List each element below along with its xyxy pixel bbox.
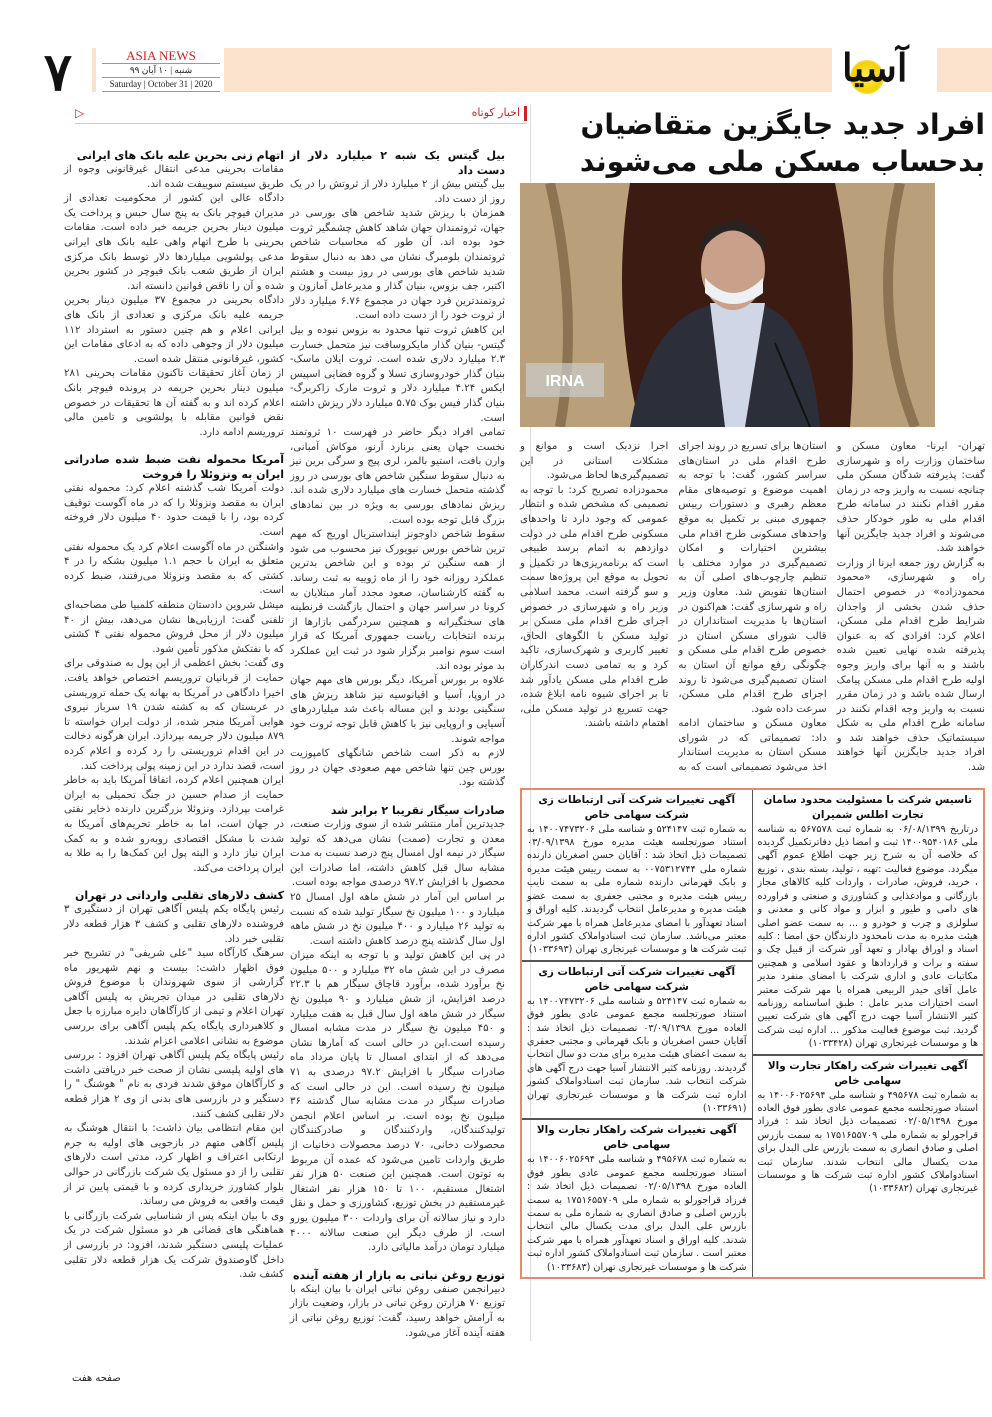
news-paragraph: دادگاه بحرینی در مجموع ۳۷ میلیون دینار بحرین جریمه علیه بانک مرکزی و تعدادی از بانک های ایرانی اعلام و هم چنین دستور به استرداد ۱۱۲ میلیون دلار از وجوهی داده که به ادعای مقامات این کشور، غیرقانونی منتقل شده است.	[64, 295, 284, 365]
article-paragraph: به گزارش روز جمعه ایرنا از وزارت راه و شهرسازی، «محمود محمودزاده» در خصوص احتمال حذف شدن بخشی از واجدان شرایط طرح اقدام ملی مسکن، اعلام کرد: افرادی که به عنوان پذیرفته شده نهایی تعیین شده باشند و به آنها برای واریز وجوه اولیه طرح اقدام ملی مسکن پیامک ارسال شده باشد و در زمان مقرر نسبت به واریز وجه اقدام نکنند در سامانه طرح اقدام ملی به شکل سیستماتیک حذف خواهند شد و افراد جدید جایگزین آنها خواهند شد.	[836, 557, 985, 774]
news-headline: بیل گیتس یک شبه ۲ میلیارد دلار از دست داد	[290, 149, 505, 177]
news-paragraph: بر اساس این آمار در شش ماهه اول امسال ۲۵ میلیارد و ۱۰۰ میلیون نخ سیگار تولید شده که نسبت به تولید ۲۶ میلیارد و ۴۰۰ میلیون نخ در شش ماهه اول سال گذشته پنج درصد کاهش داشته است.	[290, 891, 505, 947]
article-paragraph: معاون مسکن و ساختمان ادامه داد: تصمیماتی که در شورای مسکن استان به مدیریت استاندار اخذ می‌شود تصمیماتی است که به اجرا نزدیک است و موانع و مشکلات استانی در این تصمیم‌گیری‌ها لحاظ می‌شود.	[520, 441, 827, 774]
masthead-box	[92, 48, 220, 92]
logo	[838, 44, 928, 96]
logo-text: آسیا	[842, 45, 908, 90]
ad-title: آگهی تغییرات شرکت راهکار تجارت والا سهامی خاص	[536, 1124, 737, 1152]
ad-body: به شماره ثبت ۴۹۵۶۷۸ و شناسه ملی ۱۴۰۰۶۰۲۵۶۹۴ به استناد صورتجلسه مجمع عمومی عادی بطور فوق العاده مورخ ۰۲/۰۵/۱۳۹۸ تصمیمات ذیل اتخاذ شد : فرزاد قراجورلو به شماره ملی ۱۷۵۱۶۵۵۷۰۹ به سمت بازرس اصلی و صادق انصاری به شماره ملی به سمت بازرس علی البدل برای مدت یکسال مالی انتخاب شدند. کلیه اوراق و اسناد تعهدآور همراه با مهر شرکت معتبر است . سازمان ثبت اسنادواملاک کشور اداره ثبت شرکت ها و موسسات غیرتجاری تهران (۱۰۳۳۶۸۳)	[527, 1154, 747, 1273]
news-paragraph: واشنگتن در ماه آگوست اعلام کرد یک محموله نفتی متعلق به ایران با حجم ۱.۱ میلیون بشکه را در ۴ کشتی که به مقصد ونزوئلا می‌رفتند، ضبط کرده است.	[64, 541, 284, 597]
ad-notice	[522, 960, 752, 1119]
triangle-icon: ▷	[75, 106, 85, 120]
news-paragraph: علاوه بر بورس آمریکا، دیگر بورس های مهم جهان در اروپا، آسیا و اقیانوسیه نیز شاهد ریزش های سنگینی بودند و این مساله باعث شد میلیاردرهای آسیایی و اروپایی نیز با کاهش قابل توجه ثروت خود مواجه شوند.	[290, 675, 505, 745]
ad-title: آگهی تغییرات شرکت آتی ارتباطات زی شرکت سهامی خاص	[538, 793, 736, 821]
page-footer: صفحه هفت	[72, 1373, 121, 1384]
ad-body: به شماره ثبت ۵۲۴۱۴۷ و شناسه ملی ۱۴۰۰۷۴۷۳۲۰۶ به استناد صورتجلسه مجمع عمومی عادی بطور فوق العاده مورخ ۰۳/۰۹/۱۳۹۸ تصمیمات ذیل اتخاذ شد : آقایان حسن اصغریان و بابک قهرمانی و مجتبی جعفری به سمت اعضای هیئت مدیره برای مدت دو سال انتخاب گردیدند. روزنامه کثیر الانتشار آسیا جهت درج آگهی های شرکت انتخاب شد. سازمان ثبت اسنادواملاک کشور اداره ثبت شرکت ها و موسسات غیرتجاری تهران (۱۰۳۳۶۹۱)	[527, 995, 747, 1114]
news-paragraph: دادگاه عالی این کشور از محکومیت تعدادی از مدیران فیوچر بانک به پنج سال حبس و پرداخت یک میلیون دینار بحرین جریمه خبر داده است. مقامات بحرینی با طرح اتهام واهی علیه بانک های ایرانی مدعی پولشویی میلیاردها دلار توسط بانک مرکزی ایران از طریق شعب بانک فیوچر در کشور بحرین شده و آن را ناقض قوانین دانسته اند.	[64, 193, 284, 292]
news-paragraph: ایران همچنین اعلام کرده، اتفاقا آمریکا باید به خاطر حمایت از صدام حسین در جنگ تحمیلی به ایران غرامت بپردازد. ونزوئلا بزرگترین دارنده ذخایر نفتی در جهان است، اما به خاطر تحریم‌های آمریکا به شدت با مشکل اقتصادی روبه‌رو شده و به کمک ایران نیاز دارد و البته پول این کمک‌ها را به طلا به ایران پرداخت می‌کند.	[64, 775, 284, 874]
legal-ads-box	[520, 788, 985, 1279]
date-fa: شنبه | ۱۰ آبان ۹۹	[102, 64, 220, 78]
news-paragraph: مقامات بحرینی مدعی انتقال غیرقانونی وجوه از طریق سیستم سوییفت شده اند.	[64, 164, 284, 190]
ad-body: درتاریخ ۰۶/۰۸/۱۳۹۹ به شماره ثبت ۵۶۷۵۷۸ به شناسه ملی ۱۴۰۰۹۵۴۰۱۸۶ ثبت و امضا ذیل دفاترتکمیل گردیده که خلاصه آن به شرح زیر جهت اطلاع عموم آگهی میگردد. موضوع فعالیت :تهیه ، تولید، بسته بندی ، توزیع ، خرید، فروش، صادرات ، واردات کلیه کالاهای مجاز بازرگانی و موادغذایی و کشاورزی و صنعتی و فراورده های دامی و طیور و ابزار و مواد کانی و معدنی و سلولزی و چرب و خودرو و ... به سمت عضو اصلی هیئت مدیره به مدت نامحدود دارندگان حق امضا : کلیه اسناد و اوراق بهادار و تعهد آور شرکت از قبیل چک و سفته و برات و قراردادها و عقود اسلامی و همچنین مکاتبات عادی و اداری شرکت با امضای منفرد مدیر عامل آقای حیدر الربیعی همراه با مهر شرکت معتبر است اختیارات مدیر عامل : طبق اساسنامه روزنامه کثیر الانتشار آسیا جهت درج آگهی های شرکت تعیین گردید. ثبت موضوع فعالیت مذکور ... اداره ثبت شرکت ها و موسسات غیرتجاری تهران (۱۰۳۳۴۲۸)	[757, 823, 979, 1050]
news-paragraph: رئیس پایگاه یکم پلیس آگاهی تهران افزود : بررسی های اولیه پلیسی نشان از صحت خبر دریافتی داشت و کارآگاهان موفق شدند فردی به نام " هوشنگ " را دستگیر و در بازرسی های بدنی از وی ۲ هزار قطعه دلار تقلبی کشف کنند.	[64, 1050, 284, 1120]
page-number: ۷	[44, 42, 72, 103]
news-paragraph: بیل گیتس بیش از ۲ میلیارد دلار از ثروتش را در یک روز از دست داد.	[290, 179, 505, 205]
news-paragraph: از زمان آغاز تحقیقات تاکنون مقامات بحرینی ۲۸۱ میلیون دینار بحرین جریمه در پرونده فیوچر بانک اعلام کرده اند و به گفته آن ها تحقیقات در خصوص نقض قوانین مقابله با پولشویی و تامین مالی تروریسم ادامه دارد.	[64, 368, 284, 438]
news-paragraph: دولت آمریکا شب گذشته اعلام کرد: محموله نفتی ایران به مقصد ونزوئلا را که در ماه آگوست توقیف کرده بود، را با قیمت حدود ۴۰ میلیون دلار فروخته است.	[64, 483, 284, 539]
ad-notice	[753, 1054, 984, 1277]
news-headline: توزیع روغن نباتی به بازار از هفته آینده	[293, 1268, 505, 1282]
date-en: Saturday | October 31 | 2020	[102, 78, 220, 92]
ads-column-left	[522, 790, 753, 1277]
news-paragraph: همزمان با ریزش شدید شاخص های بورسی در جهان، ثروتمندان جهان شاهد کاهش چشمگیر ثروت خود بوده اند. آن طور که محاسبات شاخص ثروتمندان بلومبرگ نشان می دهد به دنبال سقوط شدید شاخص های بورسی در روز بیست و هشتم اکتبر، جف بزوس، بنیان گذار و مدیرعامل آمازون و ثروتمندترین فرد جهان در مجموع ۶.۷۶ میلیارد دلار از ثروت خود را از دست داده است.	[290, 208, 505, 322]
ad-title: تاسیس شرکت با مسئولیت محدود سامان تجارت اطلس شمیران	[763, 793, 972, 821]
news-paragraph: این مقام انتظامی بیان داشت: با انتقال هوشنگ به پلیس آگاهی متهم در بازجویی های اولیه به جرم ارتکابی اعتراف و اظهار کرد، مدتی است دلارهای تقلبی را از دو مسئول یک شرکت بازرگانی در حوالی بلوار کشاورز خریداری کرده و با قیمتی پایین تر از قیمت واقعی به فروش می رساند.	[64, 1123, 284, 1208]
news-paragraph: لازم به ذکر است شاخص شانگهای کامپوزیت بورس چین تنها شاخص مهم صعودی جهان در روز گذشته بود.	[290, 748, 505, 789]
headline-line: افراد جدید جایگزین متقاضیان	[580, 108, 985, 141]
ad-notice	[522, 1118, 752, 1277]
header-band-right	[937, 48, 992, 92]
ad-body: به شماره ثبت ۵۲۴۱۴۷ و شناسه ملی ۱۴۰۰۷۴۷۳۲۰۶ به استناد صورتجلسه هیئت مدیره مورخ ۰۳/۰۹/۱۳۹۸ تصمیمات ذیل اتخاذ شد : آقایان حسن اصغریان دارنده شماره ملی ۰۰۷۵۳۱۲۷۴۴ به سمت رییس هیئت مدیره و بابک قهرمانی دارنده شماره ملی به سمت نایب رییس هیئت مدیره و مجتبی جعفری به سمت عضو هیئت مدیره و مدیرعامل انتخاب گردیدند. کلیه اوراق و اسناد تعهدآور با امضای مدیرعامل همراه با مهر شرکت معتبر می‌باشد. سازمان ثبت اسنادواملاک کشور اداره ثبت شرکت ها و موسسات غیرتجاری تهران (۱۰۳۳۶۹۳)	[527, 823, 747, 956]
brand-en: ASIA NEWS	[102, 48, 220, 64]
news-paragraph: میشل شروین دادستان منطقه کلمبیا طی مصاحبه‌ای تلفنی گفت: ارزیابی‌ها نشان می‌دهد، بیش از ۴۰ میلیون دلار از محل فروش محموله نفتی ۴ کشتی که با نفتکش مذکور تأمین شود.	[64, 600, 285, 655]
main-article-body	[520, 440, 985, 776]
news-paragraph: این کاهش ثروت تنها محدود به بزوس نبوده و بیل گیتس- بنیان گذار مایکروسافت نیز متحمل خسارت ۲.۳ میلیارد دلاری شده است. ثروت ایلان ماسک- بنیان گذار خودروسازی تسلا و گروه فضایی اسپیس ایکس ۴.۲۴ میلیارد دلار و ثروت مارک زاکربرگ- بنیان گذار فیس بوک ۵.۷۵ میلیارد دلار ریزش داشته است.	[290, 324, 506, 424]
headline-line: بدحساب مسکن ملی می‌شوند	[579, 145, 985, 178]
news-paragraph: سرهنگ کارآگاه سید "علی شریفی" در تشریح خبر فوق اظهار داشت: بیست و نهم شهریور ماه گزارشی از سوی شهروندان با موضوع فروش دلارهای تقلبی در میدان تجریش به پلیس آگاهی تهران اعلام و تیمی از کارآگاهان دایره مبارزه با جعل و کلاهبرداری پایگاه یکم پلیس آگاهی برای بررسی موضوع به نشانی اعلامی اعزام شدند.	[64, 948, 284, 1047]
news-headline: اتهام زنی بحرین علیه بانک های ایرانی	[76, 149, 284, 162]
header-band	[224, 48, 832, 92]
news-paragraph: وی گفت: بخش اعظمی از این پول به صندوقی برای حمایت از قربانیان تروریسم اختصاص خواهد یافت. اخیرا دادگاهی در آمریکا به بهانه یک حمله تروریستی در عربستان که به کشته شدن ۱۹ سرباز نیروی هوایی آمریکا منجر شده، از دولت ایران خواسته تا ۸۷۹ میلیون دلار جریمه بپردازد. ایران هرگونه دخالت در این اقدام تروریستی را رد کرده و اعلام کرده است، قصد ندارد در این زمینه پولی پرداخت کند.	[64, 658, 284, 772]
section-label	[75, 104, 527, 124]
section-bar	[524, 106, 527, 121]
lower-right-region	[520, 440, 985, 1279]
section-title: اخبار کوتاه	[471, 106, 520, 119]
photo-image	[520, 183, 935, 427]
photo-watermark: IRNA	[545, 373, 585, 390]
news-column-right	[290, 148, 505, 1341]
news-headline: صادرات سیگار تقریبا ۲ برابر شد	[330, 803, 505, 817]
ad-title: آگهی تغییرات شرکت راهکار تجارت والا سهامی خاص	[767, 1059, 968, 1087]
news-paragraph: وی با بیان اینکه پس از شناسایی شرکت بازرگانی با هماهنگی های قضائی هر دو مسئول شرکت در یک عملیات پلیسی دستگیر شدند، افزود: در بازرسی از داخل گاوصندوق شرکت یک هزار قطعه دلار تقلبی کشف شد.	[64, 1210, 284, 1281]
news-paragraph: رئیس پایگاه یکم پلیس آگاهی تهران از دستگیری ۳ فروشنده دلارهای تقلبی و کشف ۳ هزار قطعه دلار تقلبی خبر داد.	[64, 904, 284, 945]
article-photo	[520, 183, 935, 427]
ad-title: آگهی تغییرات شرکت آتی ارتباطات زی شرکت سهامی خاص	[538, 965, 736, 993]
news-column-left	[64, 148, 284, 1283]
main-headline	[540, 106, 985, 180]
news-headline: آمریکا محموله نفت ضبط شده صادراتی ایران به ونزوئلا را فروخت	[64, 453, 284, 482]
news-paragraph: سقوط شاخص داوجونز اینداستریال اوریج که مهم ترین شاخص بورس نیویورک نیز محسوب می شود از همه سنگین تر بوده و این شاخص بدترین عملکرد روزانه خود را از ماه ژوییه به ثبت رساند. به گفته کارشناسان، صعود مجدد آمار مبتلایان به کرونا در سراسر جهان و احتمال بازگشت قرنطینه های سختگیرانه و همچنین سردرگمی بازارها از برنده انتخابات ریاست جمهوری آمریکا که قرار است سوم نوامبر برگزار شود در ثبت این عملکرد بد موثر بوده اند.	[290, 529, 505, 672]
article-paragraph: تهران- ایرنا- معاون مسکن و ساختمان وزارت راه و شهرسازی گفت: پذیرفته شدگان مسکن ملی چنانچه نسبت به واریز وجه در زمان مقرر اقدام نکنند در سامانه طرح اقدام ملی به طور خودکار حذف می‌شوند و افراد جدید جایگزین آنها خواهند شد.	[836, 441, 985, 555]
article-paragraph: محمودزاده تصریح کرد: با توجه به تصمیمی که مشخص شده و انتظار عمومی که وجود دارد تا واحدهای مسکونی طرح اقدام ملی در دولت دوازدهم به اتمام برسد طبیعی است که برنامه‌ریزی‌ها در تکمیل و تحویل به موقع این پروژه‌ها سمت و سو گرفته است. محمد اسلامی وزیر راه و شهرسازی در خصوص اجرای طرح اقدام ملی مسکن بر تولید مسکن با الگوهای الحاق، تغییر کاربری و شهرک‌سازی، تاکید کرد و به تمامی دست اندرکاران طرح اقدام ملی مسکن یادآور شد تا بر اجرای شیوه نامه ابلاغ شده، جهت تسریع در تولید مسکن ملی، اهتمام داشته باشند.	[520, 484, 669, 730]
news-headline: کشف دلارهای تقلبی وارداتی در تهران	[75, 889, 284, 903]
news-paragraph: در پی این کاهش تولید و با توجه به اینکه میزان مصرف در این شش ماه ۳۲ میلیارد و ۵۰۰ میلیون نخ برآورد شده، برآورد قاچاق سیگار هم با ۲۲.۳ درصد افزایش، از شش میلیارد و ۹۰ میلیون نخ سیگار در شش ماهه اول سال قبل به هفت میلیارد و ۴۵۰ میلیون نخ سیگار در مدت مشابه امسال رسیده است.این در حالی است که آمارها نشان می‌دهد که از ابتدای امسال تا پایان مرداد ماه صادرات سیگار با افزایش ۹۷.۲ درصدی به ۷۱ میلیون نخ رسیده است. این در حالی است که صادرات سیگار در مدت مشابه سال گذشته ۳۶ میلیون نخ بوده است. بر اساس اعلام انجمن تولیدکنندگان، واردکنندگان و صادرکنندگان محصولات دخانی، ۷۰ درصد محصولات دخانیات از طریق واردات تامین می‌شود که عمده آن مربوط به توتون است. همچنین این صنعت ۵۰ هزار نفر اشتغال مستقیم، ۱۰۰ تا ۱۵۰ هزار نفر اشتغال غیرمستقیم در بخش توزیع، کشاورزی و حمل و نقل دارد و نیاز سالانه آن برای واردات ۳۰۰ میلیون یورو است. از طرف دیگر این صنعت سالانه ۴۰۰۰ میلیارد تومان درآمد مالیاتی دارد.	[290, 950, 506, 1254]
article-paragraph: استان‌ها برای تسریع در روند اجرای طرح اقدام ملی در استان‌های سراسر کشور، گفت: با توجه به اهمیت موضوع و توصیه‌های مقام معظم رهبری و دستورات رییس جمهوری مبنی بر تکمیل به موقع واحدهای مسکونی طرح اقدام ملی بیشترین اختیارات و امکان تصمیم‌گیری در موارد مختلف با تنظیم چارچوب‌های اصلی آن به استان‌ها تفویض شد. معاون وزیر راه و شهرسازی گفت: هم‌اکنون در استان‌ها با مدیریت استانداران در قالب شورای مسکن استان در خصوص طرح اقدام ملی مسکن و چگونگی رفع موانع آن استان به استان تصمیم‌گیری می‌شود تا روند اجرای طرح اقدام ملی مسکن، سرعت داده شود.	[678, 441, 827, 715]
ad-notice	[753, 790, 984, 1054]
news-paragraph: تمامی افراد دیگر حاضر در فهرست ۱۰ ثروتمند نخست جهان یعنی برنارد آرنو، موکاش آمبانی، وارن بافت، استیو بالمر، لری پیج و سرگی برین نیز به دنبال سقوط سنگین شاخص های بورسی در روز گذشته متحمل خسارت های میلیارد دلاری شده اند. ریزش نمادهای بورسی به ویژه در بین نمادهای بزرگ قابل توجه بوده است.	[290, 427, 505, 526]
ads-column-right	[753, 790, 984, 1277]
news-paragraph: جدیدترین آمار منتشر شده از سوی وزارت صنعت، معدن و تجارت (صمت) نشان می‌دهد که تولید سیگار در نیمه اول امسال پنج درصد نسبت به مدت مشابه سال قبل کاهش داشته، اما صادرات این محصول با افزایش ۹۷.۲ درصدی مواجه بوده است.	[290, 818, 505, 889]
ad-notice	[522, 790, 752, 960]
news-paragraph: دبیرانجمن صنفی روغن نباتی ایران با بیان اینکه با توزیع ۷۰ هزارتن روغن نباتی در بازار، وضعیت بازار به آرامش خواهد رسید، گفت: توزیع روغن نباتی از هفته آینده آغاز می‌شود.	[290, 1283, 505, 1339]
ad-body: به شماره ثبت ۴۹۵۶۷۸ و شناسه ملی ۱۴۰۰۶۰۲۵۶۹۴ به استناد صورتجلسه مجمع عمومی عادی بطور فوق العاده مورخ ۰۲/۰۵/۱۳۹۸ تصمیمات ذیل اتخاذ شد : فرزاد قراجورلو به شماره ملی ۱۷۵۱۶۵۵۷۰۹ به سمت بازرس اصلی و صادق انصاری به سمت بازرس علی البدل برای مدت یکسال مالی انتخاب شدند. سازمان ثبت اسنادواملاک کشور اداره ثبت شرکت ها و موسسات غیرتجاری تهران (۱۰۳۳۶۸۲)	[757, 1089, 978, 1195]
